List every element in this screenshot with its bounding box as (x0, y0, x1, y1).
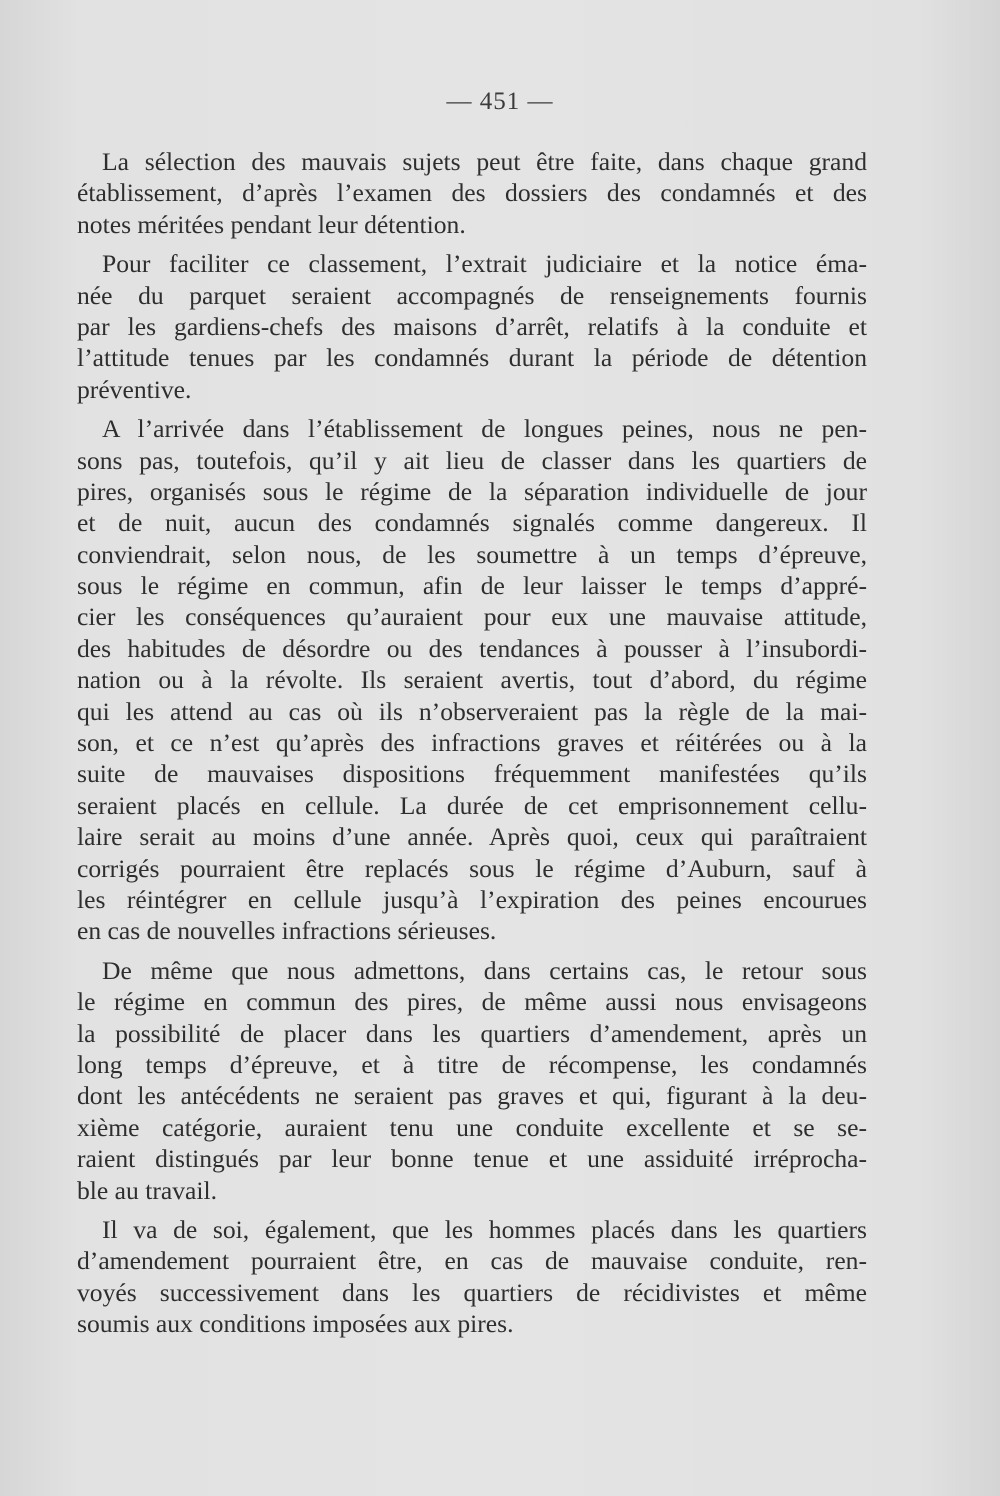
text-line: d’amendement pourraient être, en cas de mauvaise conduite, ren- (77, 1246, 867, 1276)
text-line: le régime en commun des pires, de même aussi nous envisageons (77, 987, 867, 1017)
text-line: De même que nous admettons, dans certains cas, le retour sous (102, 955, 867, 985)
text-line: pires, organisés sous le régime de la séparation individuelle de jour (77, 476, 867, 506)
paragraph (77, 146, 867, 240)
paragraph (77, 955, 867, 1206)
text-line: notes méritées pendant leur détention. (77, 209, 466, 239)
text-line: voyés successivement dans les quartiers de récidivistes et même (77, 1277, 867, 1307)
page-number: — 451 — (446, 88, 554, 115)
text-line: seraient placés en cellule. La durée de cet emprisonnement cellu- (77, 790, 867, 820)
text-line: sous le régime en commun, afin de leur laisser le temps d’appré- (77, 571, 867, 601)
text-line: l’attitude tenues par les condamnés durant la période de détention (77, 343, 867, 373)
paragraph (77, 1214, 867, 1340)
text-line: en cas de nouvelles infractions sérieuses. (77, 916, 497, 946)
text-line: sons pas, toutefois, qu’il y ait lieu de classer dans les quartiers de (77, 445, 867, 475)
text-line: établissement, d’après l’examen des dossiers des condamnés et des (77, 178, 867, 208)
text-line: née du parquet seraient accompagnés de renseignements fournis (77, 280, 867, 310)
text-line: A l’arrivée dans l’établissement de longues peines, nous ne pen- (102, 414, 867, 444)
text-line: son, et ce n’est qu’après des infractions graves et réitérées ou à la (77, 728, 867, 758)
text-line: long temps d’épreuve, et à titre de récompense, les condamnés (77, 1049, 867, 1079)
text-line: Pour faciliter ce classement, l’extrait judiciaire et la notice éma- (102, 249, 867, 279)
text-line: des habitudes de désordre ou des tendances à pousser à l’insubordi- (77, 633, 867, 663)
text-line: soumis aux conditions imposées aux pires. (77, 1309, 514, 1339)
text-line: Il va de soi, également, que les hommes placés dans les quartiers (102, 1214, 867, 1244)
text-line: raient distingués par leur bonne tenue et une assiduité irréprocha- (77, 1144, 867, 1174)
text-line: nation ou à la révolte. Ils seraient avertis, tout d’abord, du régime (77, 665, 867, 695)
text-line: conviendrait, selon nous, de les soumettre à un temps d’épreuve, (77, 539, 867, 569)
paragraph (77, 248, 867, 405)
text-line: ble au travail. (77, 1175, 217, 1205)
text-line: cier les conséquences qu’auraient pour eux une mauvaise attitude, (77, 602, 867, 632)
text-line: La sélection des mauvais sujets peut être faite, dans chaque grand (102, 147, 867, 176)
body-text (77, 146, 867, 1347)
text-line: suite de mauvaises dispositions fréquemment manifestées qu’ils (77, 759, 867, 789)
text-line: la possibilité de placer dans les quartiers d’amendement, après un (77, 1018, 867, 1048)
text-line: xième catégorie, auraient tenu une conduite excellente et se se- (77, 1112, 867, 1142)
text-line: et de nuit, aucun des condamnés signalés comme dangereux. Il (77, 508, 867, 538)
paragraph (77, 413, 867, 947)
text-line: laire serait au moins d’une année. Après quoi, ceux qui paraîtraient (77, 822, 867, 852)
text-line: par les gardiens-chefs des maisons d’arrêt, relatifs à la conduite et (77, 311, 867, 341)
text-line: dont les antécédents ne seraient pas graves et qui, figurant à la deu- (77, 1081, 867, 1111)
text-line: préventive. (77, 374, 192, 404)
text-line: corrigés pourraient être replacés sous le régime d’Auburn, sauf à (77, 853, 867, 883)
text-line: les réintégrer en cellule jusqu’à l’expiration des peines encourues (77, 884, 867, 914)
text-line: qui les attend au cas où ils n’observeraient pas la règle de la mai- (77, 696, 867, 726)
